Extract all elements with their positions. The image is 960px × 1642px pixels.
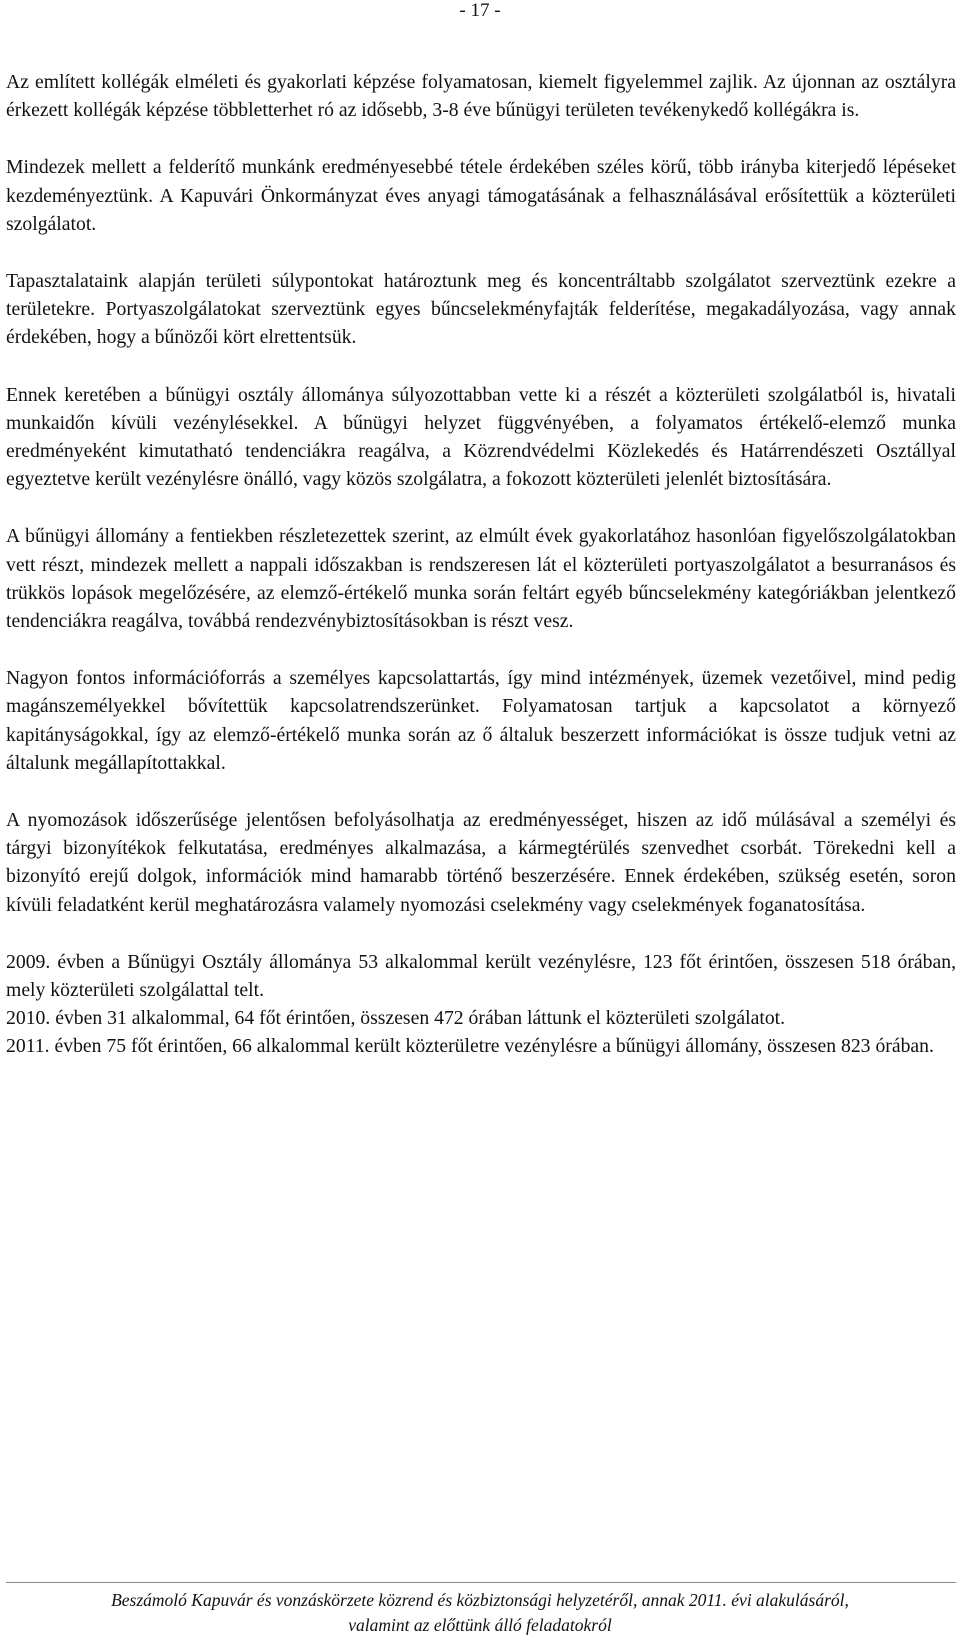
paragraph-year-2009: 2009. évben a Bűnügyi Osztály állománya 53 alkalommal került vezénylésre, 123 főt érintően, összesen 518 órában, mely közterületi szolgálattal telt. bbox=[6, 950, 956, 1002]
paragraph-detection-steps: Mindezek mellett a felderítő munkánk eredményesebbé tétele érdekében széles körű, több irányba kiterjedő lépéseket kezdeményeztünk. A Kapuvári Önkormányzat éves anyagi támogatásának a felhasználásával erősítettük a közterületi szolgálatot. bbox=[6, 156, 956, 235]
paragraph-investigation-timeliness: A nyomozások időszerűsége jelentősen befolyásolhatja az eredményességet, hiszen az idő múlásával a személyi és tárgyi bizonyítékok felkutatása, eredményes alkalmazása, a kármegtérülés szenvedhet csorbát. Törekedni kell a bizonyító erejű dolgok, információk mind hamarabb történő beszerzésére. Ennek érdekében, szükség esetén, soron kívüli feladatként kerül meghatározásra valamely nyomozási cselekmény vagy cselekmények foganatosítása. bbox=[6, 809, 956, 916]
footer-divider bbox=[6, 1582, 956, 1583]
paragraph-year-2011: 2011. évben 75 főt érintően, 66 alkalommal került közterületre vezénylésre a bűnügyi állomány, összesen 823 órában. bbox=[6, 1035, 934, 1058]
paragraph-year-2010: 2010. évben 31 alkalommal, 64 főt érintően, összesen 472 órában láttunk el közterületi szolgálatot. bbox=[6, 1007, 786, 1030]
paragraph-territorial-focus: Tapasztalataink alapján területi súlypontokat határoztunk meg és koncentráltabb szolgálatot szerveztünk ezekre a területekre. Portyaszolgálatokat szerveztünk egyes bűncselekményfajták felderítése, megakadályozása, vagy annak érdekében, hogy a bűnözői kört elrettentsük. bbox=[6, 270, 956, 349]
paragraph-public-service: Ennek keretében a bűnügyi osztály állománya súlyozottabban vette ki a részét a közterületi szolgálatból is, hivatali munkaidőn kívüli vezénylésekkel. A bűnügyi helyzet függvényében, a folyamatos értékelő-elemző munka eredményeként kimutatható tendenciákra reagálva, a Közrendvédelmi Közlekedés és Határrendészeti Osztállyal egyeztetve került vezénylésre önálló, vagy közös szolgálatra, a fokozott közterületi jelenlét biztosítására. bbox=[6, 383, 956, 491]
paragraph-information-sources: Nagyon fontos információforrás a személyes kapcsolattartás, így mind intézmények, üzemek vezetőivel, mind pedig magánszemélyekkel bővítettük kapcsolatrendszerünket. Folyamatosan tartjuk a kapcsolatot a környező kapitányságokkal, így az elemző-értékelő munka során az ő általuk beszerzett információkat is össze tudjuk vetni az általunk megállapítottakkal. bbox=[6, 667, 956, 774]
page-footer bbox=[0, 1588, 960, 1638]
footer-line-2: valamint az előttünk álló feladatokról bbox=[348, 1615, 612, 1635]
paragraph-training: Az említett kollégák elméleti és gyakorlati képzése folyamatosan, kiemelt figyelemmel zajlik. Az újonnan az osztályra érkezett kollégák képzése többletterhet ró az idősebb, 3-8 éve bűnügyi területen tevékenykedő kollégákra is. bbox=[6, 71, 956, 122]
paragraph-patrol-service: A bűnügyi állomány a fentiekben részletezettek szerint, az elmúlt évek gyakorlatához hasonlóan figyelőszolgálatokban vett részt, mindezek mellett a nappali időszakban is rendszeresen lát el közterületi portyaszolgálatot a besurranásos és trükkös lopások megelőzésére, az elemző-értékelő munka során feltárt egyéb bűncselekmény kategóriákban jelentkező tendenciákra reagálva, továbbá rendezvénybiztosításokban is részt vesz. bbox=[6, 525, 956, 633]
footer-line-1: Beszámoló Kapuvár és vonzáskörzete közrend és közbiztonsági helyzetéről, annak 2011. évi alakulásáról, bbox=[111, 1590, 849, 1610]
document-body bbox=[6, 68, 956, 1061]
page-number: - 17 - bbox=[459, 0, 501, 21]
